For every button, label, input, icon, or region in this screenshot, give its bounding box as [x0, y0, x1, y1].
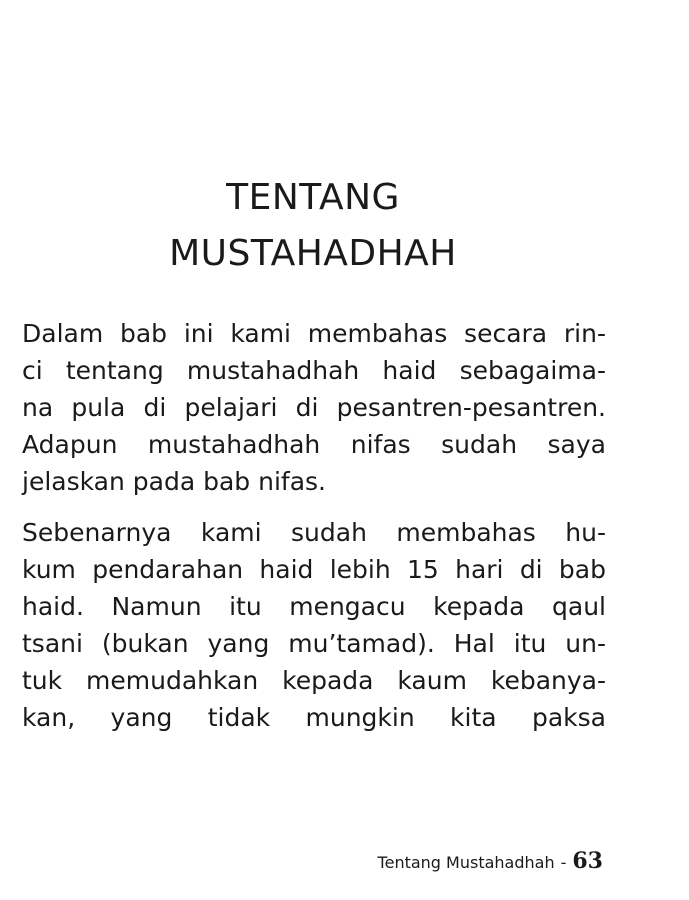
footer-separator: - — [560, 853, 567, 872]
text-line: na pula di pelajari di pesantren-pesantren. — [22, 393, 606, 422]
text-line: Adapun mustahadhah nifas sudah saya — [22, 430, 606, 459]
text-line: tuk memudahkan kepada kaum kebanya- — [22, 666, 606, 695]
text-line: ci tentang mustahadhah haid sebagaima- — [22, 356, 606, 385]
text-line: haid. Namun itu mengacu kepada qaul — [22, 592, 606, 621]
body-text — [22, 315, 606, 750]
text-line: kum pendarahan haid lebih 15 hari di bab — [22, 555, 606, 584]
chapter-title — [0, 170, 626, 282]
running-title: Tentang Mustahadhah — [377, 853, 555, 872]
paragraph-2 — [22, 514, 606, 736]
chapter-title-line-1: TENTANG — [226, 177, 400, 218]
chapter-title-line-2: MUSTAHADHAH — [169, 233, 457, 274]
text-line: Sebenarnya kami sudah membahas hu- — [22, 518, 606, 547]
text-line: kan, yang tidak mungkin kita paksa — [22, 703, 606, 732]
text-line: Dalam bab ini kami membahas secara rin- — [22, 319, 606, 348]
page-footer — [378, 846, 603, 878]
paragraph-1 — [22, 315, 606, 500]
page-number: 63 — [572, 848, 603, 874]
text-line: jelaskan pada bab nifas. — [22, 467, 326, 496]
text-line: tsani (bukan yang mu’tamad). Hal itu un- — [22, 629, 606, 658]
